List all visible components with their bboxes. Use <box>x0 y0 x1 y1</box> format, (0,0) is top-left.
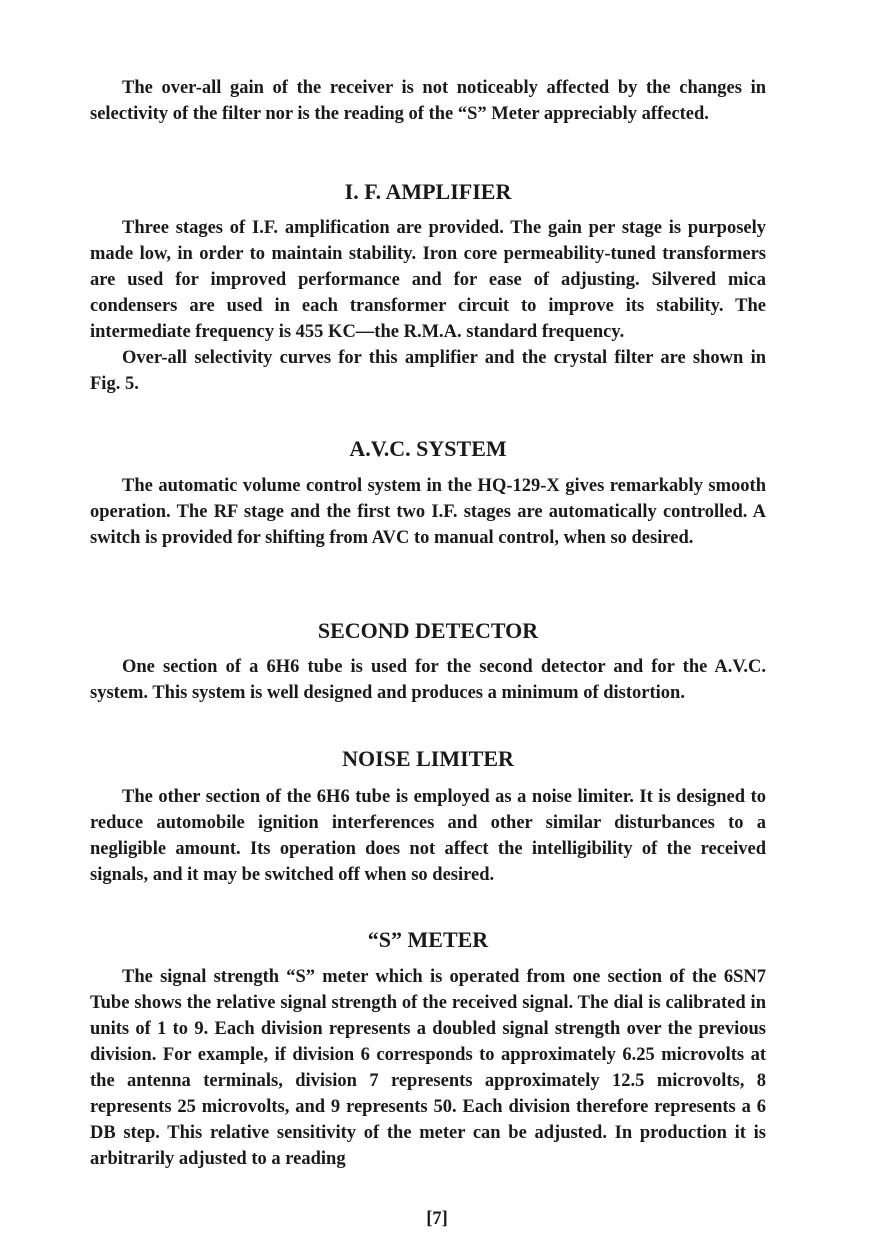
page-number: [7] <box>426 1209 448 1229</box>
paragraph: The signal strength “S” meter which is operated from one section of the 6SN7 Tube shows the relative signal strength of the received signal. The dial is calibrated in units of 1 to 9. Each division represents a doubled signal strength over the previous division. For example, if division 6 corresponds to approximately 6.25 microvolts at the antenna terminals, division 7 represents approximately 12.5 microvolts, 8 represents 25 microvolts, and 9 represents 50. Each division therefore represents a 6 DB step. This relative sensitivity of the meter can be adjusted. In production it is arbitrarily adjusted to a reading <box>90 967 766 1169</box>
intro-paragraph <box>90 75 766 127</box>
heading-avc-system: A.V.C. SYSTEM <box>349 436 507 461</box>
paragraph: One section of a 6H6 tube is used for the second detector and for the A.V.C. system. This system is well designed and produces a minimum of distortion. <box>90 657 766 703</box>
paragraph: Over-all selectivity curves for this amplifier and the crystal filter are shown in Fig. 5. <box>90 348 766 394</box>
paragraph: Three stages of I.F. amplification are provided. The gain per stage is purposely made low, in order to maintain stability. Iron core permeability-tuned transformers are used for improved performance and for ease of adjusting. Silvered mica condensers are used in each transformer circuit to improve its stability. The intermediate frequency is 455 KC—the R.M.A. standard frequency. <box>90 218 766 342</box>
section-second-detector <box>90 654 766 706</box>
heading-if-amplifier: I. F. AMPLIFIER <box>344 179 512 204</box>
section-avc-system <box>90 473 766 551</box>
paragraph: The automatic volume control system in the HQ-129-X gives remarkably smooth operation. The RF stage and the first two I.F. stages are automatically controlled. A switch is provided for shifting from AVC to manual control, when so desired. <box>90 476 766 548</box>
section-s-meter <box>90 964 766 1172</box>
paragraph: The other section of the 6H6 tube is employed as a noise limiter. It is designed to reduce automobile ignition interferences and other similar disturbances to a negligible amount. Its operation does not affect the intelligibility of the received signals, and it may be switched off when so desired. <box>90 787 766 885</box>
heading-s-meter: “S” METER <box>367 927 489 952</box>
section-if-amplifier <box>90 215 766 397</box>
section-noise-limiter <box>90 784 766 888</box>
heading-second-detector: SECOND DETECTOR <box>317 618 539 643</box>
paragraph: The over-all gain of the receiver is not noticeably affected by the changes in selectivity of the filter nor is the reading of the “S” Meter appreciably affected. <box>90 78 766 124</box>
heading-noise-limiter: NOISE LIMITER <box>342 746 514 771</box>
